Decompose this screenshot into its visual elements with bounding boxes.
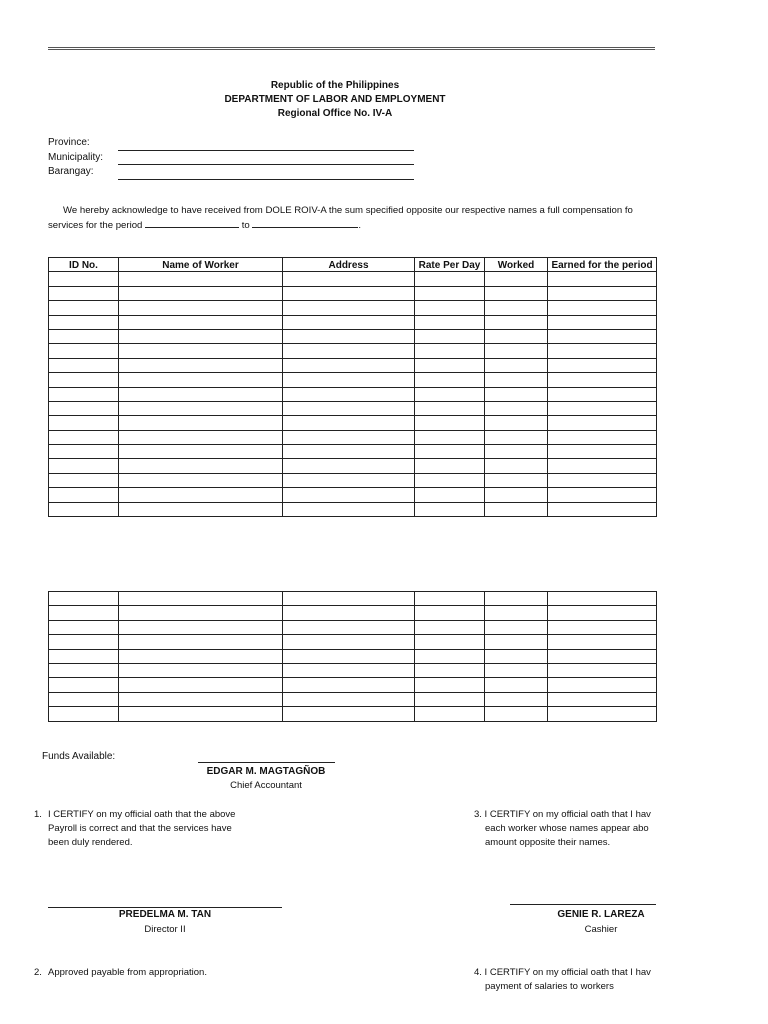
table-cell[interactable] xyxy=(49,678,119,692)
table-row xyxy=(49,315,657,329)
table-row xyxy=(49,502,657,516)
table-cell[interactable] xyxy=(283,387,415,401)
table-cell[interactable] xyxy=(485,649,548,663)
col-address: Address xyxy=(283,258,415,272)
table-cell[interactable] xyxy=(283,635,415,649)
table-cell[interactable] xyxy=(415,315,485,329)
table-cell[interactable] xyxy=(415,663,485,677)
director-signature-line[interactable] xyxy=(48,907,282,908)
director-title: Director II xyxy=(144,924,186,935)
acknowledgement-text xyxy=(48,204,656,233)
table-cell[interactable] xyxy=(485,663,548,677)
table-cell[interactable] xyxy=(49,473,119,487)
table-cell[interactable] xyxy=(485,459,548,473)
table-cell[interactable] xyxy=(119,358,283,372)
table-cell[interactable] xyxy=(283,344,415,358)
cert-2-text: Approved payable from appropriation. xyxy=(48,967,207,978)
table-cell[interactable] xyxy=(485,344,548,358)
table-cell[interactable] xyxy=(49,373,119,387)
table-cell[interactable] xyxy=(548,606,657,620)
cert-1-line-2: Payroll is correct and that the services have xyxy=(48,823,232,834)
table-cell[interactable] xyxy=(548,678,657,692)
table-cell[interactable] xyxy=(415,401,485,415)
table-cell[interactable] xyxy=(415,445,485,459)
table-cell[interactable] xyxy=(119,663,283,677)
barangay-label: Barangay: xyxy=(48,166,94,177)
table-cell[interactable] xyxy=(49,663,119,677)
table-cell[interactable] xyxy=(49,387,119,401)
table-cell[interactable] xyxy=(415,430,485,444)
cert-3-line-3: amount opposite their names. xyxy=(485,837,611,848)
table-cell[interactable] xyxy=(49,620,119,634)
table-cell[interactable] xyxy=(548,502,657,516)
table-cell[interactable] xyxy=(283,401,415,415)
table-cell[interactable] xyxy=(119,272,283,286)
table-cell[interactable] xyxy=(548,692,657,706)
table-cell[interactable] xyxy=(415,678,485,692)
top-rule xyxy=(48,47,655,50)
ack-line-2 xyxy=(48,218,656,233)
table-row xyxy=(49,707,657,721)
table-cell[interactable] xyxy=(548,445,657,459)
table-cell[interactable] xyxy=(119,373,283,387)
cashier-name: GENIE R. LAREZA xyxy=(557,909,645,920)
table-cell[interactable] xyxy=(49,649,119,663)
table-cell[interactable] xyxy=(119,488,283,502)
table-cell[interactable] xyxy=(49,692,119,706)
header-department: DEPARTMENT OF LABOR AND EMPLOYMENT xyxy=(224,94,446,105)
table-cell[interactable] xyxy=(485,473,548,487)
cert-3-line-2: each worker whose names appear abo xyxy=(485,823,649,834)
table-cell[interactable] xyxy=(415,620,485,634)
table-cell[interactable] xyxy=(415,502,485,516)
table-cell[interactable] xyxy=(415,416,485,430)
table-cell[interactable] xyxy=(119,692,283,706)
chief-accountant-title: Chief Accountant xyxy=(230,780,302,791)
table-cell[interactable] xyxy=(415,592,485,606)
table-cell[interactable] xyxy=(49,430,119,444)
col-name: Name of Worker xyxy=(119,258,283,272)
table-cell[interactable] xyxy=(119,315,283,329)
ack-period-end: . xyxy=(358,220,362,231)
table-cell[interactable] xyxy=(49,606,119,620)
table-cell[interactable] xyxy=(49,315,119,329)
col-worked: Worked xyxy=(485,258,548,272)
col-earned: Earned for the period xyxy=(548,258,657,272)
table-cell[interactable] xyxy=(548,286,657,300)
table-cell[interactable] xyxy=(415,358,485,372)
table-cell[interactable] xyxy=(283,329,415,343)
table-cell[interactable] xyxy=(415,272,485,286)
cert-4-text xyxy=(474,966,656,994)
table-cell[interactable] xyxy=(283,301,415,315)
table-cell[interactable] xyxy=(415,387,485,401)
table-cell[interactable] xyxy=(485,445,548,459)
table-cell[interactable] xyxy=(548,620,657,634)
table-cell[interactable] xyxy=(119,329,283,343)
col-id: ID No. xyxy=(49,258,119,272)
table-row xyxy=(49,592,657,606)
table-row xyxy=(49,459,657,473)
table-cell[interactable] xyxy=(415,692,485,706)
province-label: Province: xyxy=(48,137,90,148)
table-cell[interactable] xyxy=(49,635,119,649)
table-cell[interactable] xyxy=(485,592,548,606)
table-row xyxy=(49,445,657,459)
table-cell[interactable] xyxy=(485,373,548,387)
cert-1-line-1: I CERTIFY on my official oath that the above xyxy=(48,809,236,820)
table-cell[interactable] xyxy=(283,606,415,620)
table-cell[interactable] xyxy=(283,692,415,706)
cashier-title: Cashier xyxy=(584,924,618,935)
payroll-table xyxy=(48,257,657,517)
table-row xyxy=(49,678,657,692)
header-republic: Republic of the Philippines xyxy=(270,80,400,91)
table-cell[interactable] xyxy=(119,416,283,430)
table-cell[interactable] xyxy=(119,301,283,315)
table-row xyxy=(49,430,657,444)
col-rate: Rate Per Day xyxy=(415,258,485,272)
cert-3-line-1: 3. I CERTIFY on my official oath that I hav xyxy=(474,809,651,820)
funds-available-label: Funds Available: xyxy=(42,751,116,762)
table-cell[interactable] xyxy=(485,502,548,516)
table-row xyxy=(49,416,657,430)
table-cell[interactable] xyxy=(548,272,657,286)
table-cell[interactable] xyxy=(485,358,548,372)
payroll-table-continued-body xyxy=(49,592,657,722)
table-cell[interactable] xyxy=(415,329,485,343)
table-cell[interactable] xyxy=(283,488,415,502)
payroll-table-continued xyxy=(48,591,657,722)
table-cell[interactable] xyxy=(49,344,119,358)
table-cell[interactable] xyxy=(548,707,657,721)
table-cell[interactable] xyxy=(548,635,657,649)
table-cell[interactable] xyxy=(119,286,283,300)
table-cell[interactable] xyxy=(548,416,657,430)
table-cell[interactable] xyxy=(485,387,548,401)
cert-4-line-2: payment of salaries to workers xyxy=(485,981,614,992)
table-cell[interactable] xyxy=(49,358,119,372)
table-row xyxy=(49,344,657,358)
table-cell[interactable] xyxy=(485,707,548,721)
table-cell[interactable] xyxy=(485,430,548,444)
table-cell[interactable] xyxy=(119,473,283,487)
payroll-table-body xyxy=(49,272,657,517)
ack-period-label: services for the period xyxy=(48,220,146,231)
table-cell[interactable] xyxy=(548,387,657,401)
table-cell[interactable] xyxy=(49,502,119,516)
table-cell[interactable] xyxy=(283,707,415,721)
table-cell[interactable] xyxy=(119,635,283,649)
table-cell[interactable] xyxy=(485,488,548,502)
header-regional-office: Regional Office No. IV-A xyxy=(277,108,393,119)
table-cell[interactable] xyxy=(485,620,548,634)
cert-2-number: 2. xyxy=(34,967,42,978)
table-cell[interactable] xyxy=(415,344,485,358)
table-cell[interactable] xyxy=(49,272,119,286)
table-row xyxy=(49,692,657,706)
table-cell[interactable] xyxy=(119,678,283,692)
cert-1-line-3: been duly rendered. xyxy=(48,837,133,848)
table-cell[interactable] xyxy=(485,286,548,300)
table-row xyxy=(49,401,657,415)
cert-1-number: 1. xyxy=(34,809,42,820)
table-row xyxy=(49,373,657,387)
table-cell[interactable] xyxy=(415,286,485,300)
table-row xyxy=(49,286,657,300)
table-cell[interactable] xyxy=(119,401,283,415)
table-row xyxy=(49,649,657,663)
funds-signature-line[interactable] xyxy=(198,762,335,763)
table-cell[interactable] xyxy=(283,416,415,430)
table-cell[interactable] xyxy=(485,272,548,286)
table-cell[interactable] xyxy=(283,473,415,487)
table-cell[interactable] xyxy=(283,649,415,663)
table-cell[interactable] xyxy=(485,606,548,620)
table-cell[interactable] xyxy=(485,692,548,706)
table-cell[interactable] xyxy=(485,678,548,692)
table-cell[interactable] xyxy=(415,488,485,502)
table-cell[interactable] xyxy=(283,445,415,459)
table-cell[interactable] xyxy=(119,445,283,459)
table-cell[interactable] xyxy=(548,649,657,663)
table-row xyxy=(49,272,657,286)
table-cell[interactable] xyxy=(548,373,657,387)
table-cell[interactable] xyxy=(49,329,119,343)
table-cell[interactable] xyxy=(548,358,657,372)
table-cell[interactable] xyxy=(548,329,657,343)
period-to-line[interactable] xyxy=(252,218,358,228)
table-row xyxy=(49,606,657,620)
table-cell[interactable] xyxy=(119,707,283,721)
table-cell[interactable] xyxy=(548,315,657,329)
table-cell[interactable] xyxy=(548,488,657,502)
director-name: PREDELMA M. TAN xyxy=(118,909,212,920)
table-cell[interactable] xyxy=(415,373,485,387)
table-cell[interactable] xyxy=(548,663,657,677)
table-row xyxy=(49,329,657,343)
table-cell[interactable] xyxy=(485,329,548,343)
table-cell[interactable] xyxy=(49,445,119,459)
table-cell[interactable] xyxy=(49,592,119,606)
table-cell[interactable] xyxy=(283,358,415,372)
table-cell[interactable] xyxy=(548,344,657,358)
table-cell[interactable] xyxy=(415,635,485,649)
municipality-line[interactable] xyxy=(118,164,414,165)
table-row xyxy=(49,301,657,315)
table-cell[interactable] xyxy=(485,416,548,430)
table-cell[interactable] xyxy=(49,488,119,502)
table-cell[interactable] xyxy=(49,401,119,415)
province-line[interactable] xyxy=(118,150,414,151)
table-cell[interactable] xyxy=(119,649,283,663)
table-row xyxy=(49,488,657,502)
table-cell[interactable] xyxy=(548,301,657,315)
table-row xyxy=(49,663,657,677)
table-row xyxy=(49,358,657,372)
table-cell[interactable] xyxy=(119,344,283,358)
table-cell[interactable] xyxy=(49,459,119,473)
table-cell[interactable] xyxy=(415,707,485,721)
chief-accountant-name: EDGAR M. MAGTAGÑOB xyxy=(206,766,326,777)
table-cell[interactable] xyxy=(485,315,548,329)
barangay-line[interactable] xyxy=(118,179,414,180)
table-cell[interactable] xyxy=(415,649,485,663)
table-cell[interactable] xyxy=(415,606,485,620)
table-cell[interactable] xyxy=(283,286,415,300)
table-cell[interactable] xyxy=(548,401,657,415)
table-cell[interactable] xyxy=(283,620,415,634)
table-cell[interactable] xyxy=(119,592,283,606)
table-cell[interactable] xyxy=(49,416,119,430)
table-cell[interactable] xyxy=(548,592,657,606)
table-cell[interactable] xyxy=(485,401,548,415)
table-cell[interactable] xyxy=(548,430,657,444)
table-cell[interactable] xyxy=(283,272,415,286)
table-cell[interactable] xyxy=(283,592,415,606)
table-cell[interactable] xyxy=(415,301,485,315)
table-cell[interactable] xyxy=(49,286,119,300)
table-cell[interactable] xyxy=(283,678,415,692)
table-cell[interactable] xyxy=(49,707,119,721)
table-row xyxy=(49,635,657,649)
table-row xyxy=(49,473,657,487)
table-row xyxy=(49,620,657,634)
table-cell[interactable] xyxy=(119,387,283,401)
ack-to-label: to xyxy=(239,220,253,231)
table-cell[interactable] xyxy=(119,620,283,634)
table-cell[interactable] xyxy=(283,373,415,387)
table-cell[interactable] xyxy=(283,502,415,516)
cert-3-text xyxy=(474,808,656,850)
table-cell[interactable] xyxy=(485,301,548,315)
table-cell[interactable] xyxy=(283,459,415,473)
municipality-label: Municipality: xyxy=(48,152,104,163)
table-row xyxy=(49,387,657,401)
table-cell[interactable] xyxy=(485,635,548,649)
ack-line-1: We hereby acknowledge to have received from DOLE ROIV-A the sum specified opposite our respective names a full compensation fo xyxy=(63,205,633,216)
table-cell[interactable] xyxy=(119,606,283,620)
table-cell[interactable] xyxy=(283,430,415,444)
table-cell[interactable] xyxy=(548,459,657,473)
table-cell[interactable] xyxy=(415,473,485,487)
cert-1-text xyxy=(48,808,258,850)
table-cell[interactable] xyxy=(283,663,415,677)
cert-4-line-1: 4. I CERTIFY on my official oath that I hav xyxy=(474,967,651,978)
table-cell[interactable] xyxy=(548,473,657,487)
cashier-signature-line[interactable] xyxy=(510,904,656,905)
table-cell[interactable] xyxy=(119,459,283,473)
table-cell[interactable] xyxy=(49,301,119,315)
table-cell[interactable] xyxy=(119,430,283,444)
table-cell[interactable] xyxy=(283,315,415,329)
table-cell[interactable] xyxy=(415,459,485,473)
table-cell[interactable] xyxy=(119,502,283,516)
period-from-line[interactable] xyxy=(145,218,239,228)
